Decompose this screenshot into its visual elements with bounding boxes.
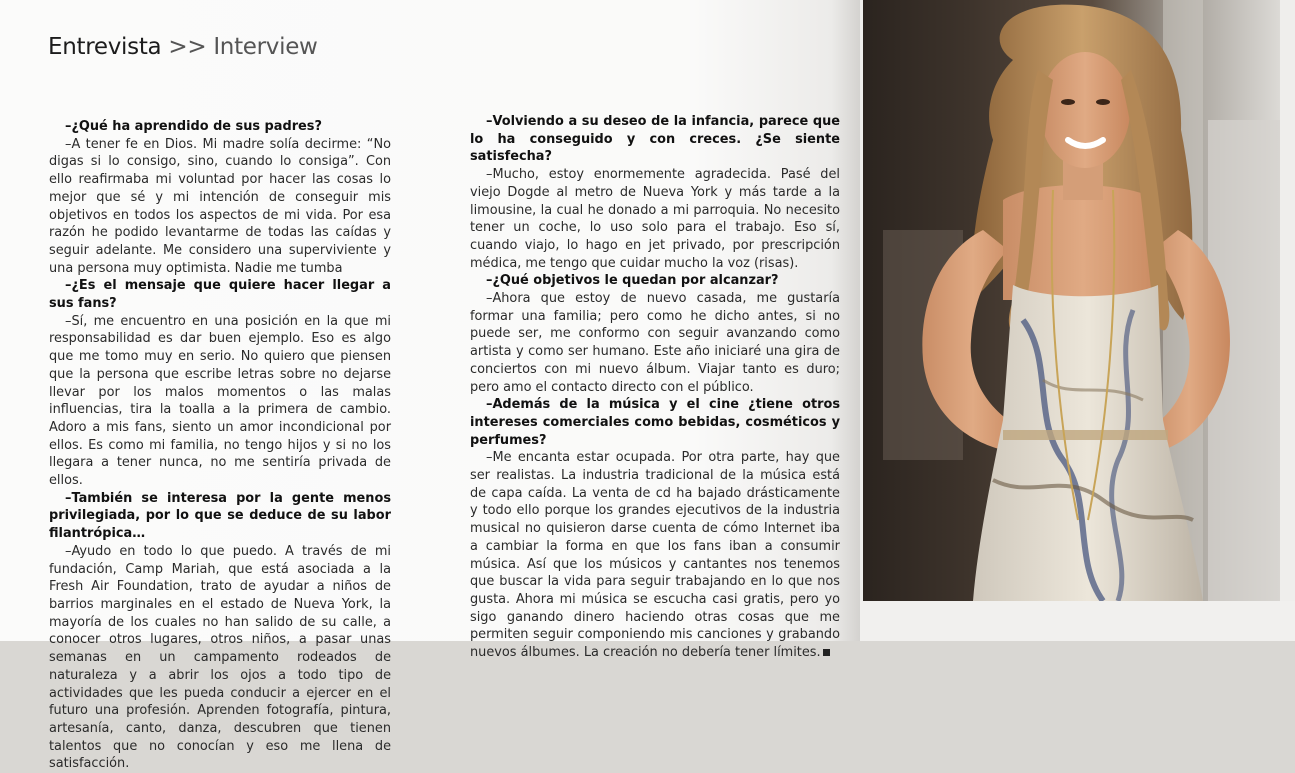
question: –¿Es el mensaje que quiere hacer llegar a sus fans? [49, 278, 391, 312]
section-subtitle: Interview [213, 34, 318, 60]
answer: –Ahora que estoy de nuevo casada, me gustaría formar una familia; pero como he dicho antes, si no puede ser, me conformo con seguir avanzando como artista y como ser humano. Este año iniciaré una gira de conciertos con mi nuevo álbum. Viajar tanto es duro; pero amo el contacto directo con el público. [470, 291, 840, 395]
photo-page [860, 0, 1295, 641]
question: –También se interesa por la gente menos privilegiada, por lo que se deduce de su labor filantrópica… [49, 490, 391, 542]
section-title: Entrevista [48, 34, 162, 60]
left-column [49, 118, 391, 773]
question: –Volviendo a su deseo de la infancia, parece que lo ha conseguido y con creces. ¿Se siente satisfecha? [470, 114, 840, 165]
answer-text: –Me encanta estar ocupada. Por otra parte, hay que ser realistas. La industria tradicional de la música está de capa caída. La venta de cd ha bajado drásticamente y todo ello porque los grandes ejecutivos de la industria musical no quisieron darse cuenta de cómo Internet iba a cambiar la forma en que los fans iban a consumir música. Así que los músicos y cantantes nos tenemos que buscar la vida para seguir trabajando en lo que nos gusta. Ahora mi música se escucha casi gratis, pero yo sigo ganando dinero haciendo otras cosas que me permiten seguir componiendo mis canciones y grabando nuevos álbumes. La creación no debería tener límites. [470, 450, 840, 661]
right-column [470, 113, 840, 662]
section-header [48, 34, 318, 60]
portrait-photo [863, 0, 1280, 601]
answer: –Ayudo en todo lo que puedo. A través de mi fundación, Camp Mariah, que está asociada a la Fresh Air Foundation, trato de ayudar a niños de barrios marginales en el estado de Nueva York, la mayoría de los cuales no han salido de su calle, a conocer otros lugares, otros niños, a pasar unas semanas en un campamento rodeados de naturaleza y a abrir los ojos a todo tipo de actividades que les pueda conducir a ejercer en el futuro una profesión. Aprenden fotografía, pintura, artesanía, canto, danza, descubren que tienen talentos que no conocían y eso me llena de satisfacción. [49, 543, 391, 772]
answer: –A tener fe en Dios. Mi madre solía decirme: “No digas si lo consigo, sino, cuando lo consiga”. Con ello reafirmaba mi voluntad por hacer las cosas lo mejor que sé y mi intención de conseguir mis objetivos en todos los aspectos de mi vida. Por esa razón he podido levantarme de todas las caídas y seguir adelante. Me considero una superviviente y una persona muy optimista. Nadie me tumba [49, 136, 391, 276]
question: –Además de la música y el cine ¿tiene otros intereses comerciales como bebidas, cosméticos y perfumes? [470, 397, 840, 448]
portrait-illustration [863, 0, 1280, 601]
page-margin [860, 601, 1295, 641]
question: –¿Qué objetivos le quedan por alcanzar? [486, 273, 779, 289]
question: –¿Qué ha aprendido de sus padres? [65, 119, 322, 134]
end-of-article-mark [823, 649, 830, 656]
answer [470, 449, 840, 661]
section-separator: >> [168, 34, 207, 60]
answer: –Sí, me encuentro en una posición en la que mi responsabilidad es dar buen ejemplo. Eso es algo que me tomo muy en serio. No quiero que piensen que la persona que escribe letras sobre no dejarse llevar por los malos momentos o las malas influencias, tira la toalla a la primera de cambio. Adoro a mis fans, siento un amor incondicional por ellos. Es como mi familia, no tengo hijos y si no los llegara a tener nunca, no me sentiría privada de ellos. [49, 313, 391, 489]
answer: –Mucho, estoy enormemente agradecida. Pasé del viejo Dogde al metro de Nueva York y más tarde a la limousine, la cual he donado a mi parroquia. No necesito tener un coche, lo uso solo para el trabajo. Eso sí, cuando viajo, lo hago en jet privado, por prescripción médica, me tengo que cuidar mucho la voz (risas). [470, 167, 840, 271]
